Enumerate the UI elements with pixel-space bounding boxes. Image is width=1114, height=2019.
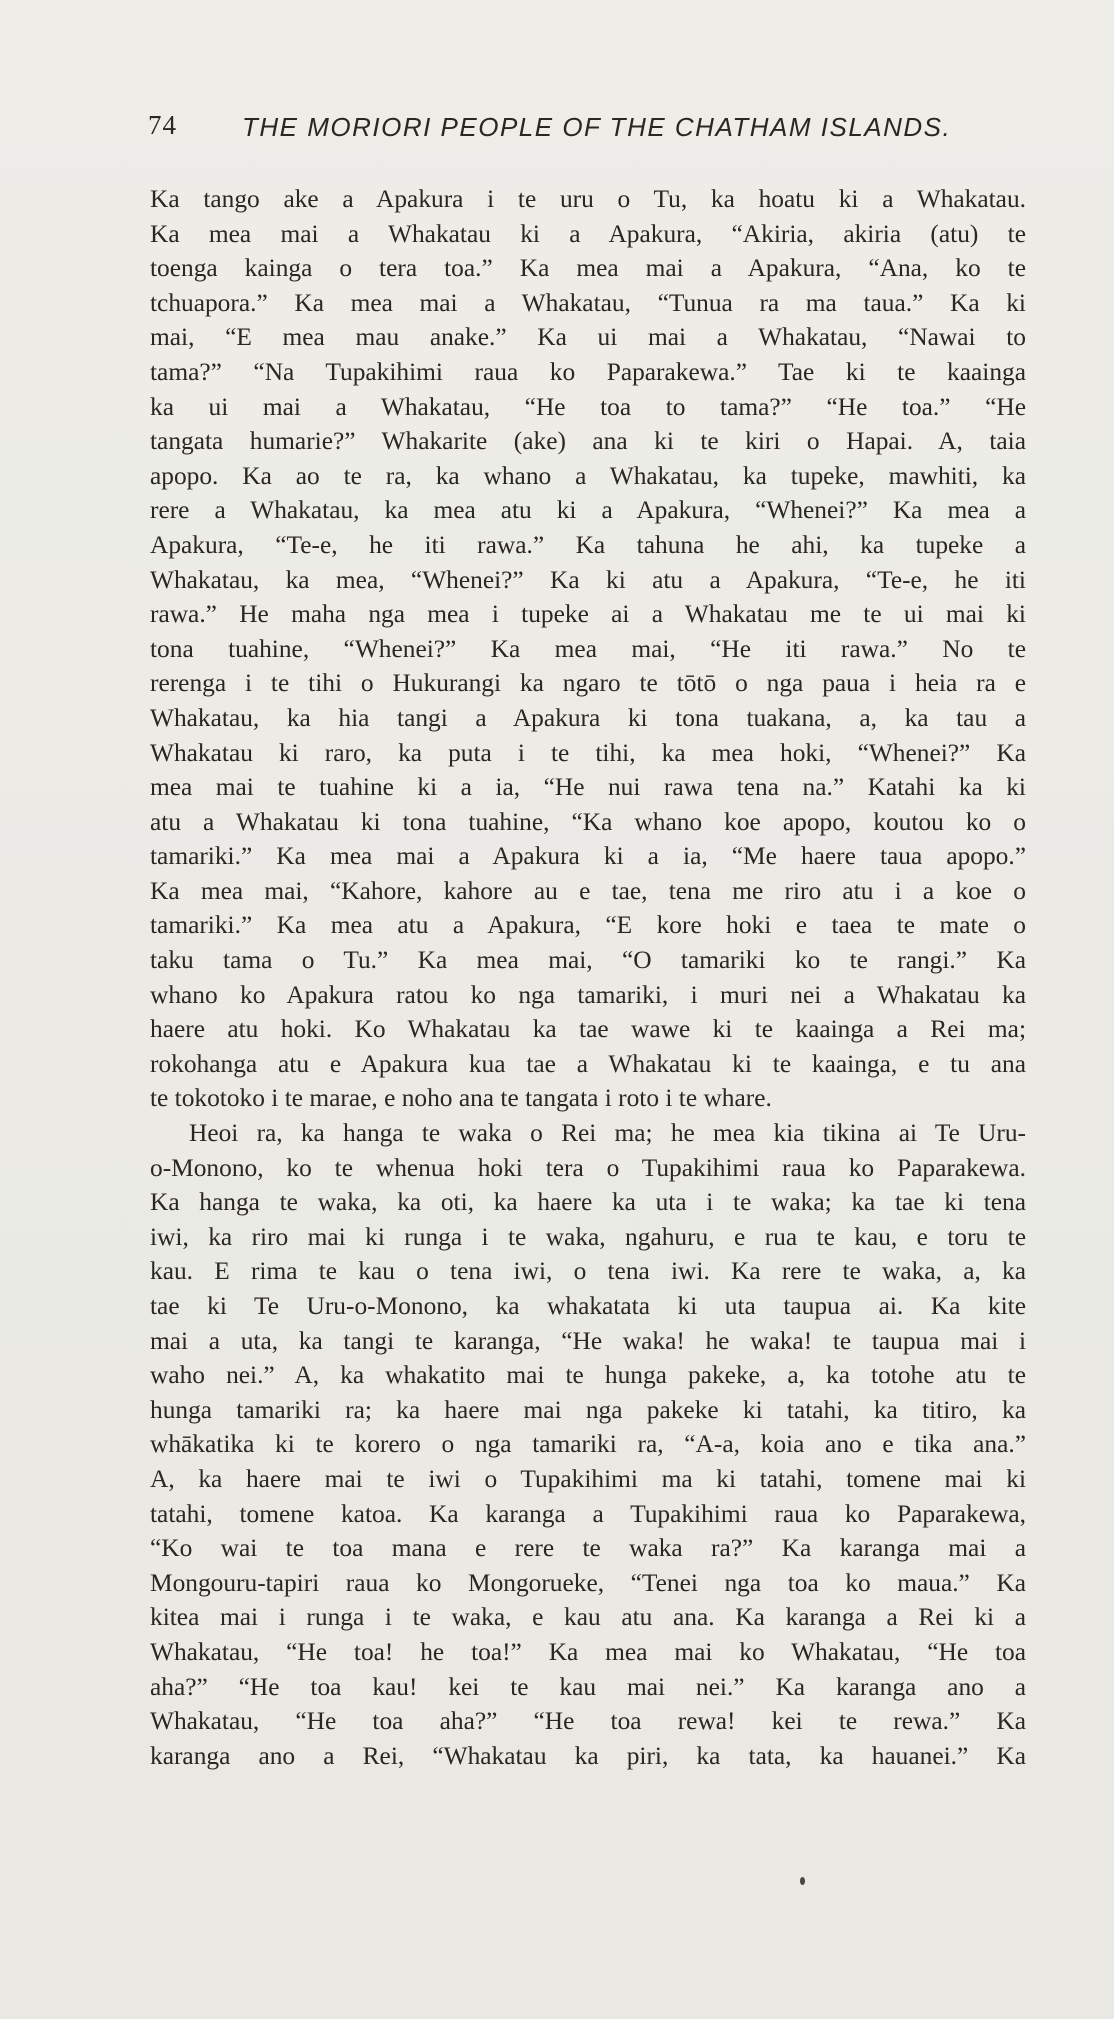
text-line: tatahi, tomene katoa. Ka karanga a Tupakihimi raua ko Paparakewa, — [150, 1499, 1026, 1528]
text-line: hunga tamariki ra; ka haere mai nga pakeke ki tatahi, ka titiro, ka — [150, 1395, 1026, 1424]
text-line: ka ui mai a Whakatau, “He toa to tama?” “He toa.” “He — [150, 392, 1026, 421]
text-line: taku tama o Tu.” Ka mea mai, “O tamariki ko te rangi.” Ka — [150, 946, 1026, 975]
text-line: iwi, ka riro mai ki runga i te waka, ngahuru, e rua te kau, e toru te — [150, 1222, 1026, 1251]
text-line: rawa.” He maha nga mea i tupeke ai a Whakatau me te ui mai ki — [150, 600, 1026, 629]
text-line: Whakatau, “He toa aha?” “He toa rewa! kei te rewa.” Ka — [150, 1707, 1026, 1736]
text-line: Mongouru-tapiri raua ko Mongorueke, “Tenei nga toa ko maua.” Ka — [150, 1568, 1026, 1597]
text-line: Whakatau, “He toa! he toa!” Ka mea mai ko Whakatau, “He toa — [150, 1637, 1026, 1666]
text-line: whākatika ki te korero o nga tamariki ra, “A-a, koia ano e tika ana.” — [150, 1430, 1026, 1459]
text-line: apopo. Ka ao te ra, ka whano a Whakatau, ka tupeke, mawhiti, ka — [150, 461, 1026, 490]
body-text — [150, 182, 1026, 1773]
text-line: haere atu hoki. Ko Whakatau ka tae wawe ki te kaainga a Rei ma; — [150, 1015, 1026, 1044]
text-line: mai, “E mea mau anake.” Ka ui mai a Whakatau, “Nawai to — [150, 323, 1026, 352]
text-line: aha?” “He toa kau! kei te kau mai nei.” Ka karanga ano a — [150, 1672, 1026, 1701]
text-line: Whakatau ki raro, ka puta i te tihi, ka mea hoki, “Whenei?” Ka — [150, 738, 1026, 767]
text-line: rokohanga atu e Apakura kua tae a Whakatau ki te kaainga, e tu ana — [150, 1049, 1026, 1078]
text-line: Apakura, “Te-e, he iti rawa.” Ka tahuna he ahi, ka tupeke a — [150, 530, 1026, 559]
text-line: rerenga i te tihi o Hukurangi ka ngaro te tōtō o nga paua i heia ra e — [150, 669, 1026, 698]
text-line: tona tuahine, “Whenei?” Ka mea mai, “He iti rawa.” No te — [150, 634, 1026, 663]
text-line: o-Monono, ko te whenua hoki tera o Tupakihimi raua ko Paparakewa. — [150, 1153, 1026, 1182]
text-line: waho nei.” A, ka whakatito mai te hunga pakeke, a, ka totohe atu te — [150, 1361, 1026, 1390]
text-line: tamariki.” Ka mea atu a Apakura, “E kore hoki e taea te mate o — [150, 911, 1026, 940]
text-line: atu a Whakatau ki tona tuahine, “Ka whano koe apopo, koutou ko o — [150, 807, 1026, 836]
text-line: Ka tango ake a Apakura i te uru o Tu, ka hoatu ki a Whakatau. — [150, 185, 1026, 213]
text-line: mai a uta, ka tangi te karanga, “He waka! he waka! te taupua mai i — [150, 1326, 1026, 1355]
text-line: Ka mea mai a Whakatau ki a Apakura, “Akiria, akiria (atu) te — [150, 219, 1026, 248]
text-line: Whakatau, ka mea, “Whenei?” Ka ki atu a Apakura, “Te-e, he iti — [150, 565, 1026, 594]
text-line: kitea mai i runga i te waka, e kau atu ana. Ka karanga a Rei ki a — [150, 1603, 1026, 1632]
page-header — [148, 110, 1028, 150]
text-line: Ka hanga te waka, ka oti, ka haere ka uta i te waka; ka tae ki tena — [150, 1188, 1026, 1217]
text-line: “Ko wai te toa mana e rere te waka ra?” Ka karanga mai a — [150, 1534, 1026, 1563]
text-line: toenga kainga o tera toa.” Ka mea mai a Apakura, “Ana, ko te — [150, 254, 1026, 283]
text-line: tae ki Te Uru-o-Monono, ka whakatata ki uta taupua ai. Ka kite — [150, 1292, 1026, 1320]
text-line: kau. E rima te kau o tena iwi, o tena iwi. Ka rere te waka, a, ka — [150, 1257, 1026, 1286]
text-line: te tokotoko i te marae, e noho ana te tangata i roto i te whare. — [150, 1084, 772, 1113]
text-line: rere a Whakatau, ka mea atu ki a Apakura, “Whenei?” Ka mea a — [150, 496, 1026, 525]
text-line: Whakatau, ka hia tangi a Apakura ki tona tuakana, a, ka tau a — [150, 703, 1026, 732]
text-line: Heoi ra, ka hanga te waka o Rei ma; he mea kia tikina ai Te Uru- — [189, 1119, 1026, 1148]
text-line: A, ka haere mai te iwi o Tupakihimi ma ki tatahi, tomene mai ki — [150, 1464, 1026, 1493]
text-line: tama?” “Na Tupakihimi raua ko Paparakewa.” Tae ki te kaainga — [150, 357, 1026, 386]
text-line: tamariki.” Ka mea mai a Apakura ki a ia, “Me haere taua apopo.” — [150, 842, 1026, 871]
text-line: karanga ano a Rei, “Whakatau ka piri, ka tata, ka hauanei.” Ka — [150, 1741, 1026, 1770]
page-number: 74 — [148, 110, 177, 140]
text-line: Ka mea mai, “Kahore, kahore au e tae, tena me riro atu i a koe o — [150, 876, 1026, 905]
text-line: tchuapora.” Ka mea mai a Whakatau, “Tunua ra ma taua.” Ka ki — [150, 288, 1026, 317]
running-title: THE MORIORI PEOPLE OF THE CHATHAM ISLANDS. — [242, 112, 952, 142]
paragraph — [150, 182, 1026, 1116]
text-line: whano ko Apakura ratou ko nga tamariki, i muri nei a Whakatau ka — [150, 980, 1026, 1009]
text-line: mea mai te tuahine ki a ia, “He nui rawa tena na.” Katahi ka ki — [150, 773, 1026, 802]
paragraph — [150, 1116, 1026, 1773]
text-line: tangata humarie?” Whakarite (ake) ana ki te kiri o Hapai. A, taia — [150, 427, 1026, 456]
ink-mark — [800, 1877, 805, 1885]
